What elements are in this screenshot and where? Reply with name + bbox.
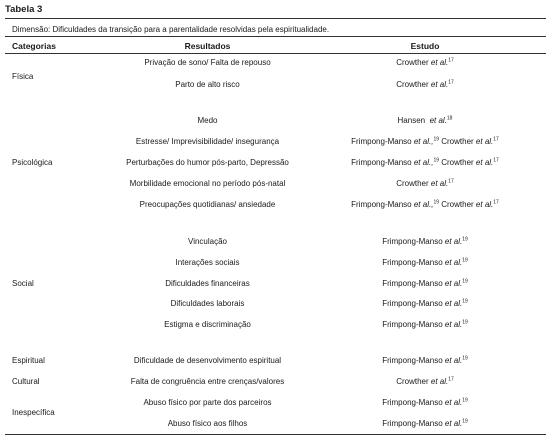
study-row: Frimpong-Manso et al.,$^{19}$ Crowther et al.$^{17}$ xyxy=(351,157,499,167)
study-row: Crowther et al.$^{17}$ xyxy=(396,376,454,386)
result-perturbacoes-humor: Perturbações do humor pós-parto, Depressão xyxy=(126,158,289,167)
result-dificuldades-laborais: Dificuldades laborais xyxy=(170,299,245,308)
result-congruencia-crencas: Falta de congruência entre crenças/valores xyxy=(130,377,285,386)
study-row: Crowther et al.$^{17}$ xyxy=(396,57,454,67)
table-dimension: Dimensão: Dificuldades da transição para a parentalidade resolvidas pela espiritualidade. xyxy=(12,25,330,34)
result-desenvolvimento-espiritual: Dificuldade de desenvolvimento espiritual xyxy=(133,356,282,365)
category-psicologica: Psicológica xyxy=(12,158,53,167)
table-title: Tabela 3 xyxy=(5,4,43,15)
study-row: Frimpong-Manso et al.$^{19}$ xyxy=(382,278,468,288)
bottom-rule xyxy=(5,434,546,435)
study-row: Frimpong-Manso et al.$^{19}$ xyxy=(382,257,468,267)
result-privacao-sono: Privação de sono/ Falta de repouso xyxy=(144,58,271,67)
result-estresse: Estresse/ Imprevisibilidade/ insegurança xyxy=(135,137,280,146)
result-interacoes-sociais: Interações sociais xyxy=(175,258,240,267)
title-rule xyxy=(5,18,546,19)
category-fisica: Física xyxy=(12,72,34,81)
result-parto-alto-risco: Parto de alto risco xyxy=(175,80,240,89)
result-dificuldades-financeiras: Dificuldades financeiras xyxy=(165,279,250,288)
study-row: Frimpong-Manso et al.$^{19}$ xyxy=(382,397,468,407)
result-estigma: Estigma e discriminação xyxy=(164,320,251,329)
study-row: Frimpong-Manso et al.$^{19}$ xyxy=(382,298,468,308)
result-vinculacao: Vinculação xyxy=(188,237,227,246)
study-row: Frimpong-Manso et al.$^{19}$ xyxy=(382,319,468,329)
study-row: Frimpong-Manso et al.$^{19}$ xyxy=(382,355,468,365)
study-row: Frimpong-Manso et al.$^{19}$ xyxy=(382,418,468,428)
category-social: Social xyxy=(12,279,34,288)
study-row: Hansen et al.$^{18}$ xyxy=(397,115,453,125)
result-preocupacoes: Preocupações quotidianas/ ansiedade xyxy=(139,200,276,209)
dimension-rule xyxy=(5,36,546,37)
study-row: Frimpong-Manso et al.,$^{19}$ Crowther et al.$^{17}$ xyxy=(351,199,499,209)
header-resultados: Resultados xyxy=(184,41,231,51)
result-medo: Medo xyxy=(197,116,218,125)
category-cultural: Cultural xyxy=(12,377,40,386)
result-abuso-parceiros: Abuso físico por parte dos parceiros xyxy=(143,398,272,407)
header-categorias: Categorias xyxy=(12,41,56,51)
category-espiritual: Espiritual xyxy=(12,356,45,365)
header-estudo: Estudo xyxy=(410,41,440,51)
study-row: Crowther et al.$^{17}$ xyxy=(396,178,454,188)
study-row: Frimpong-Manso et al.$^{19}$ xyxy=(382,236,468,246)
header-rule xyxy=(5,53,546,54)
study-row: Crowther et al.$^{17}$ xyxy=(396,79,454,89)
result-morbilidade-emocional: Morbilidade emocional no período pós-natal xyxy=(129,179,286,188)
category-inespecifica: Inespecífica xyxy=(12,408,55,417)
result-abuso-filhos: Abuso físico aos filhos xyxy=(167,419,248,428)
study-row: Frimpong-Manso et al.,$^{19}$ Crowther et al.$^{17}$ xyxy=(351,136,499,146)
